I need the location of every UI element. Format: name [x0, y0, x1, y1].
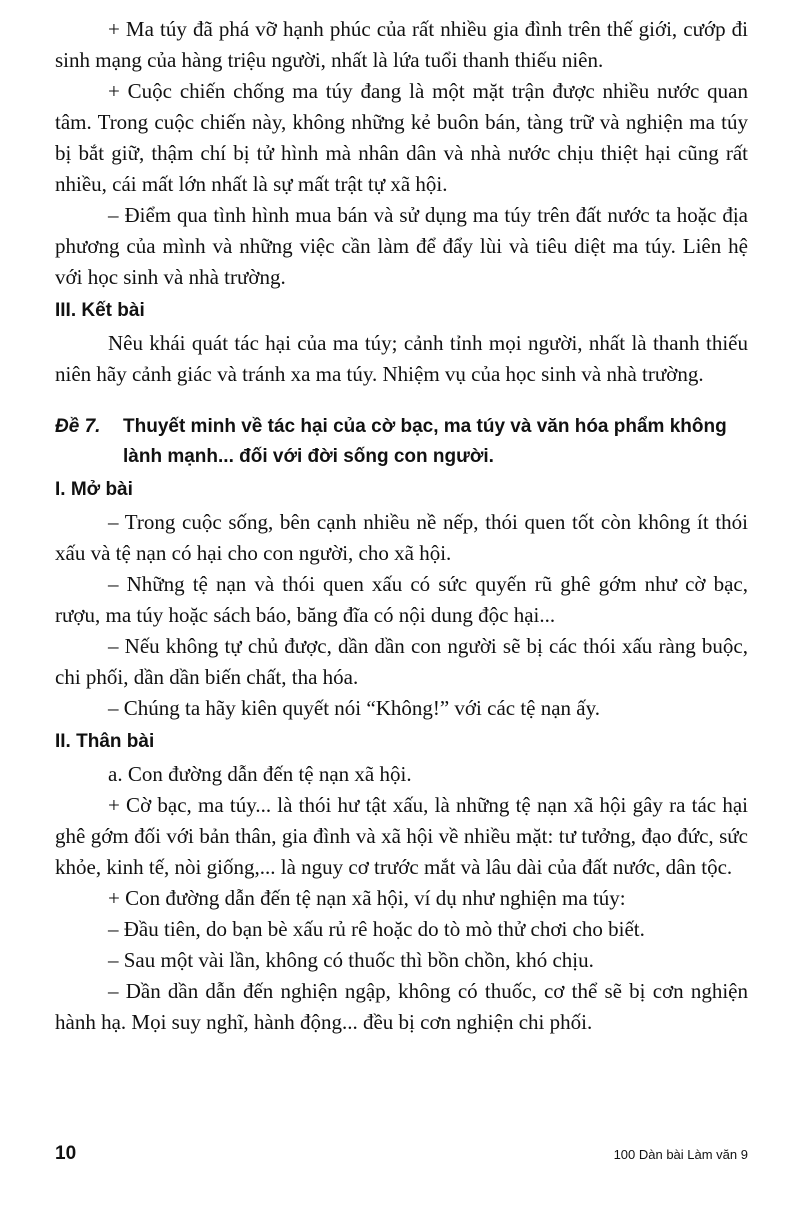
paragraph: + Con đường dẫn đến tệ nạn xã hội, ví dụ như nghiện ma túy: [108, 886, 626, 910]
paragraph: – Điểm qua tình hình mua bán và sử dụng ma túy trên đất nước ta hoặc địa phương của mình và những việc cần làm để đẩy lùi và tiêu diệt ma túy. Liên hệ với học sinh và nhà trường. [55, 203, 748, 289]
exercise-title: Thuyết minh về tác hại của cờ bạc, ma túy và văn hóa phẩm không lành mạnh... đối với đời sống con người. [123, 416, 727, 467]
page-footer [55, 1138, 748, 1170]
book-title: 100 Dàn bài Làm văn 9 [613, 1147, 748, 1162]
paragraph: – Đầu tiên, do bạn bè xấu rủ rê hoặc do tò mò thử chơi cho biết. [108, 917, 645, 941]
paragraph: Nêu khái quát tác hại của ma túy; cảnh tỉnh mọi người, nhất là thanh thiếu niên hãy cảnh giác và tránh xa ma túy. Nhiệm vụ của học sinh và nhà trường. [55, 331, 748, 386]
paragraph: a. Con đường dẫn đến tệ nạn xã hội. [108, 762, 412, 786]
paragraph: – Chúng ta hãy kiên quyết nói “Không!” với các tệ nạn ấy. [108, 696, 601, 720]
section-heading-mo-bai: I. Mở bài [55, 479, 133, 500]
paragraph: – Trong cuộc sống, bên cạnh nhiều nề nếp, thói quen tốt còn không ít thói xấu và tệ nạn có hại cho con người, cho xã hội. [55, 510, 748, 565]
paragraph: + Ma túy đã phá vỡ hạnh phúc của rất nhiều gia đình trên thế giới, cướp đi sinh mạng của hàng triệu người, nhất là lứa tuổi thanh thiếu niên. [55, 17, 748, 72]
section-heading-than-bai: II. Thân bài [55, 731, 155, 752]
page-number: 10 [55, 1143, 77, 1164]
paragraph: + Cờ bạc, ma túy... là thói hư tật xấu, là những tệ nạn xã hội gây ra tác hại ghê gớm đối với bản thân, gia đình và xã hội về nhiều mặt: tư tưởng, đạo đức, sức khỏe, kinh tế, nòi giống,... là nguy cơ trước mắt và lâu dài của đất nước, dân tộc. [55, 793, 748, 879]
paragraph: – Những tệ nạn và thói quen xấu có sức quyến rũ ghê gớm như cờ bạc, rượu, ma túy hoặc sách báo, băng đĩa có nội dung độc hại... [55, 572, 748, 627]
paragraph: – Sau một vài lần, không có thuốc thì bồn chồn, khó chịu. [108, 948, 594, 972]
section-heading-ket-bai: III. Kết bài [55, 300, 145, 321]
paragraph: – Nếu không tự chủ được, dần dần con người sẽ bị các thói xấu ràng buộc, chi phối, dần dần biến chất, tha hóa. [55, 634, 748, 689]
paragraph: – Dần dần dẫn đến nghiện ngập, không có thuốc, cơ thể sẽ bị cơn nghiện hành hạ. Mọi suy nghĩ, hành động... đều bị cơn nghiện chi phối. [55, 979, 748, 1034]
paragraph: + Cuộc chiến chống ma túy đang là một mặt trận được nhiều nước quan tâm. Trong cuộc chiến này, không những kẻ buôn bán, tàng trữ và nghiện ma túy bị bắt giữ, thậm chí bị tử hình mà nhân dân và nhà nước chịu thiệt hại cũng rất nhiều, cái mất lớn nhất là sự mất trật tự xã hội. [55, 79, 748, 196]
exercise-label: Đề 7. [55, 416, 101, 437]
exercise-heading [55, 412, 748, 472]
